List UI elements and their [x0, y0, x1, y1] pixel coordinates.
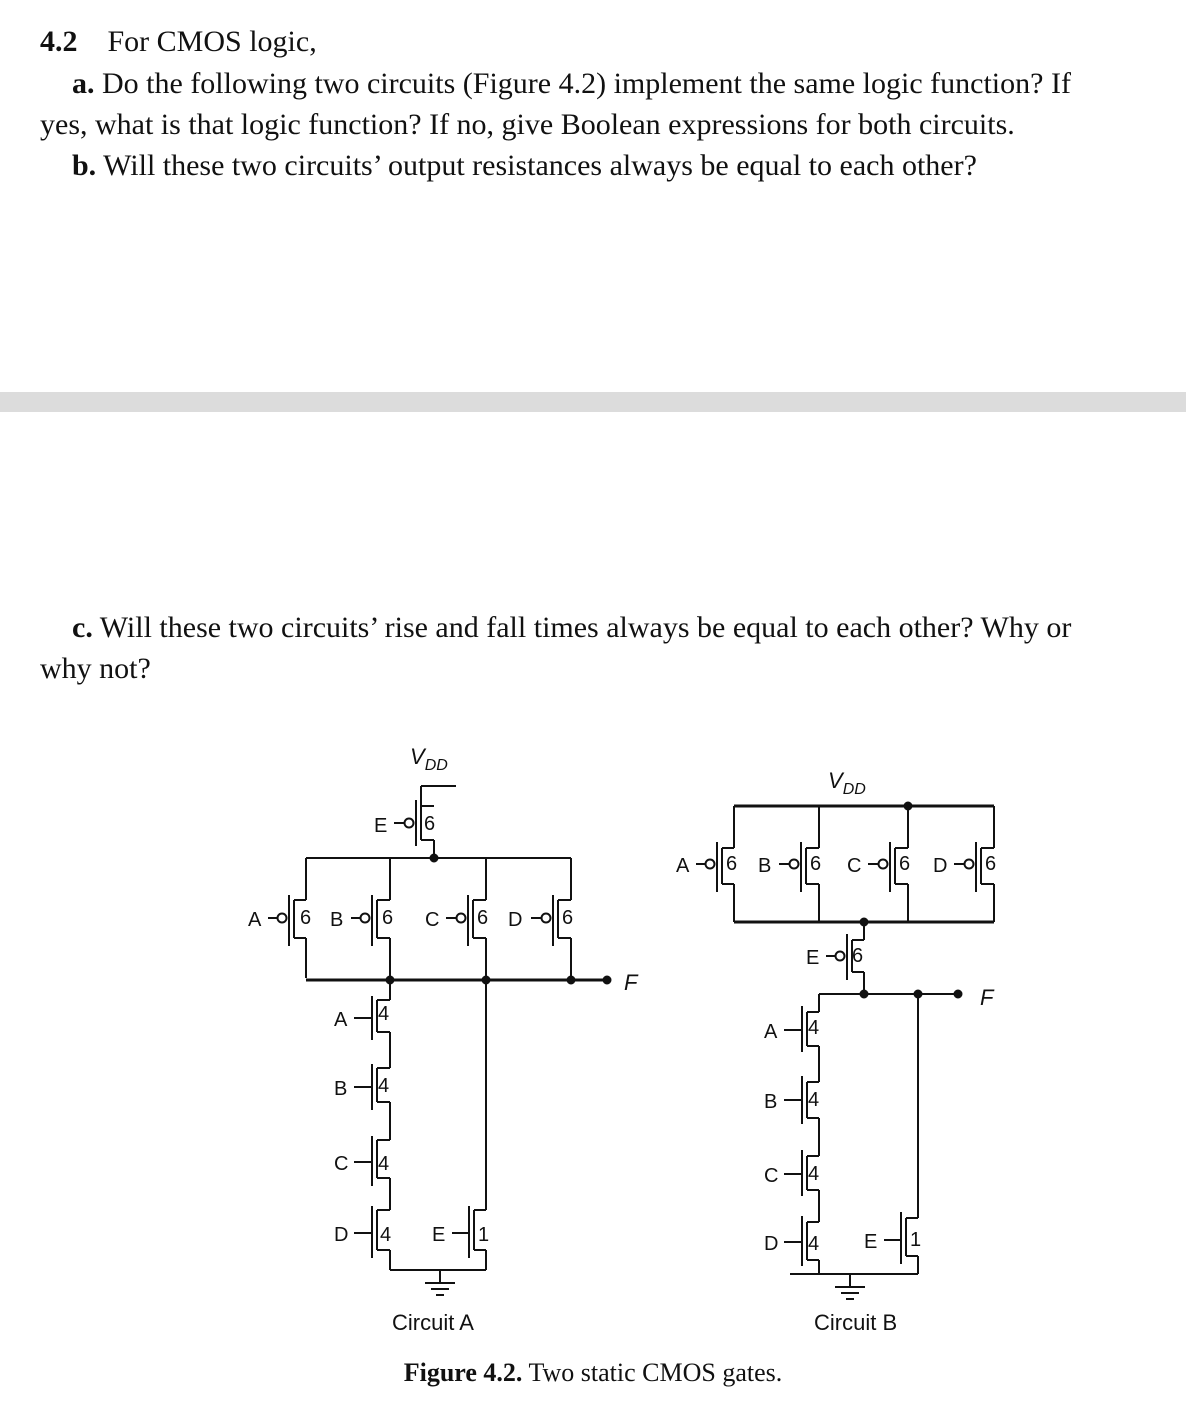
circuit-a-pmos-d [508, 858, 573, 978]
circuit-a-pmos-b-size: 6 [382, 907, 394, 929]
circuit-b-pmos-e-gate: E [806, 947, 820, 969]
circuit-b-nmos-series [764, 994, 921, 1274]
circuit-a-nmos-c-size: 4 [378, 1153, 390, 1175]
circuit-a-node-4 [568, 977, 575, 984]
circuit-b-nmos-b-size: 4 [808, 1089, 820, 1111]
circuit-b-nmos-e-size: 1 [910, 1229, 922, 1251]
circuit-b-pmos-b-gate: B [758, 855, 772, 877]
part-c-text-1: Will these two circuits’ rise and fall times always be equal to each other? Why or [99, 611, 1072, 644]
circuit-a-nmos-e [432, 980, 489, 1270]
circuit-a-pmos-b-gate: B [330, 909, 344, 931]
circuit-b-nmos-e-gate: E [864, 1231, 878, 1253]
circuit-a-pmos-e-gate: E [374, 815, 388, 837]
circuit-b-nmos-e [864, 994, 921, 1274]
circuit-a-pmos-c [425, 858, 488, 978]
circuit-a-nmos-b-size: 4 [378, 1075, 390, 1097]
circuit-b-pmos-a [676, 806, 737, 922]
circuit-a-nmos-d-size: 4 [380, 1224, 392, 1246]
part-c-label: c. [72, 611, 93, 644]
circuit-b-pmos-e [806, 922, 864, 994]
circuit-a-pmos-parallel [248, 858, 573, 978]
circuit-a-pmos-b [330, 858, 393, 978]
circuit-a-pmos-d-gate: D [508, 909, 523, 931]
circuit-b-nmos-b [764, 1076, 819, 1156]
circuit-a-pmos-c-gate: C [425, 909, 440, 931]
circuit-a-pmos-e-size: 6 [424, 813, 436, 835]
part-c-line2: why not? [40, 652, 151, 685]
circuit-b-pmos-d-gate: D [933, 855, 948, 877]
circuit-a-ground [390, 1270, 486, 1295]
problem-number: 4.2 [40, 25, 78, 58]
circuit-b-pmos-a-gate: A [676, 855, 690, 877]
circuit-a-nmos-b [334, 1064, 390, 1140]
circuit-a-pmos-c-size: 6 [477, 907, 489, 929]
circuit-b-nmos-d-gate: D [764, 1233, 779, 1255]
circuit-b-nmos-c-size: 4 [808, 1163, 820, 1185]
circuit-b-pmos-d-size: 6 [985, 853, 997, 875]
circuit-b-pmos-e-size: 6 [852, 945, 864, 967]
part-b-label: b. [72, 149, 97, 182]
part-b-text: Will these two circuits’ output resistances always be equal to each other? [103, 149, 977, 182]
circuit-b-nmos-a-size: 4 [808, 1017, 820, 1039]
circuit-b-nmos-a [764, 994, 819, 1082]
part-a-text-1: Do the following two circuits (Figure 4.2) implement the same logic function? If [102, 67, 1071, 100]
circuit-b-pmos-c-gate: C [847, 855, 862, 877]
circuit-b-pmos-b-size: 6 [810, 853, 822, 875]
circuit-b-nmos-c [764, 1150, 819, 1222]
circuit-b-pmos-parallel [676, 806, 996, 922]
circuit-a-nmos-e-gate: E [432, 1224, 446, 1246]
circuit-a-nmos-a [334, 980, 390, 1068]
circuit-b-output-node [955, 991, 962, 998]
circuit-a-nmos-e-size: 1 [478, 1224, 490, 1246]
circuit-a-nmos-b-gate: B [334, 1078, 348, 1100]
figure-caption-label: Figure 4.2. [403, 1358, 523, 1387]
circuit-b-pmos-b [758, 806, 821, 922]
circuit-b-pmos-a-size: 6 [726, 853, 738, 875]
circuit-b-nmos-d [764, 1216, 819, 1274]
circuit-a-pmos-a-gate: A [248, 909, 262, 931]
circuit-b-nmos-d-size: 4 [808, 1233, 820, 1255]
circuit-b-title: Circuit B [814, 1310, 898, 1335]
circuit-a-nmos-d [334, 1206, 391, 1270]
circuit-a-pmos-a-size: 6 [300, 907, 312, 929]
circuit-b-nmos-a-gate: A [764, 1021, 778, 1043]
circuit-a-pmos-d-size: 6 [562, 907, 574, 929]
circuit-b-vdd-label: $V_{DD}$ [828, 768, 866, 798]
circuit-b-pmos-d [933, 806, 996, 922]
circuit-b-output-label: F [980, 985, 994, 1010]
circuit-b-nmos-b-gate: B [764, 1091, 778, 1113]
circuit-b-node-2 [861, 991, 868, 998]
figure-caption-text: Two static CMOS gates. [528, 1358, 783, 1387]
circuit-a-pmos-e [374, 786, 435, 858]
circuit-a-nmos-series [334, 980, 489, 1270]
figure-caption [0, 1358, 1186, 1388]
circuit-a [248, 744, 639, 1335]
circuit-b-pmos-c [847, 806, 910, 922]
circuit-a-output-node [604, 977, 611, 984]
circuit-a-nmos-d-gate: D [334, 1224, 349, 1246]
circuit-a-output-label: F [624, 970, 638, 995]
part-a-label: a. [72, 67, 95, 100]
circuit-a-node-1 [431, 855, 438, 862]
circuit-b-ground [790, 1274, 918, 1299]
circuit-b-nmos-c-gate: C [764, 1165, 779, 1187]
circuit-a-nmos-a-gate: A [334, 1009, 348, 1031]
problem-intro: For CMOS logic, [107, 25, 317, 58]
circuit-a-pmos-a [248, 858, 311, 978]
circuit-a-vdd-label: $V_{DD}$ [410, 744, 448, 774]
circuit-a-nmos-c-gate: C [334, 1153, 349, 1175]
circuit-a-nmos-a-size: 4 [378, 1003, 390, 1025]
circuit-b-pmos-c-size: 6 [899, 853, 911, 875]
circuit-a-nmos-c [334, 1136, 390, 1210]
circuit-a-title: Circuit A [392, 1310, 474, 1335]
part-a-line2: yes, what is that logic function? If no, give Boolean expressions for both circuits. [40, 108, 1015, 141]
circuit-b [676, 768, 996, 1335]
